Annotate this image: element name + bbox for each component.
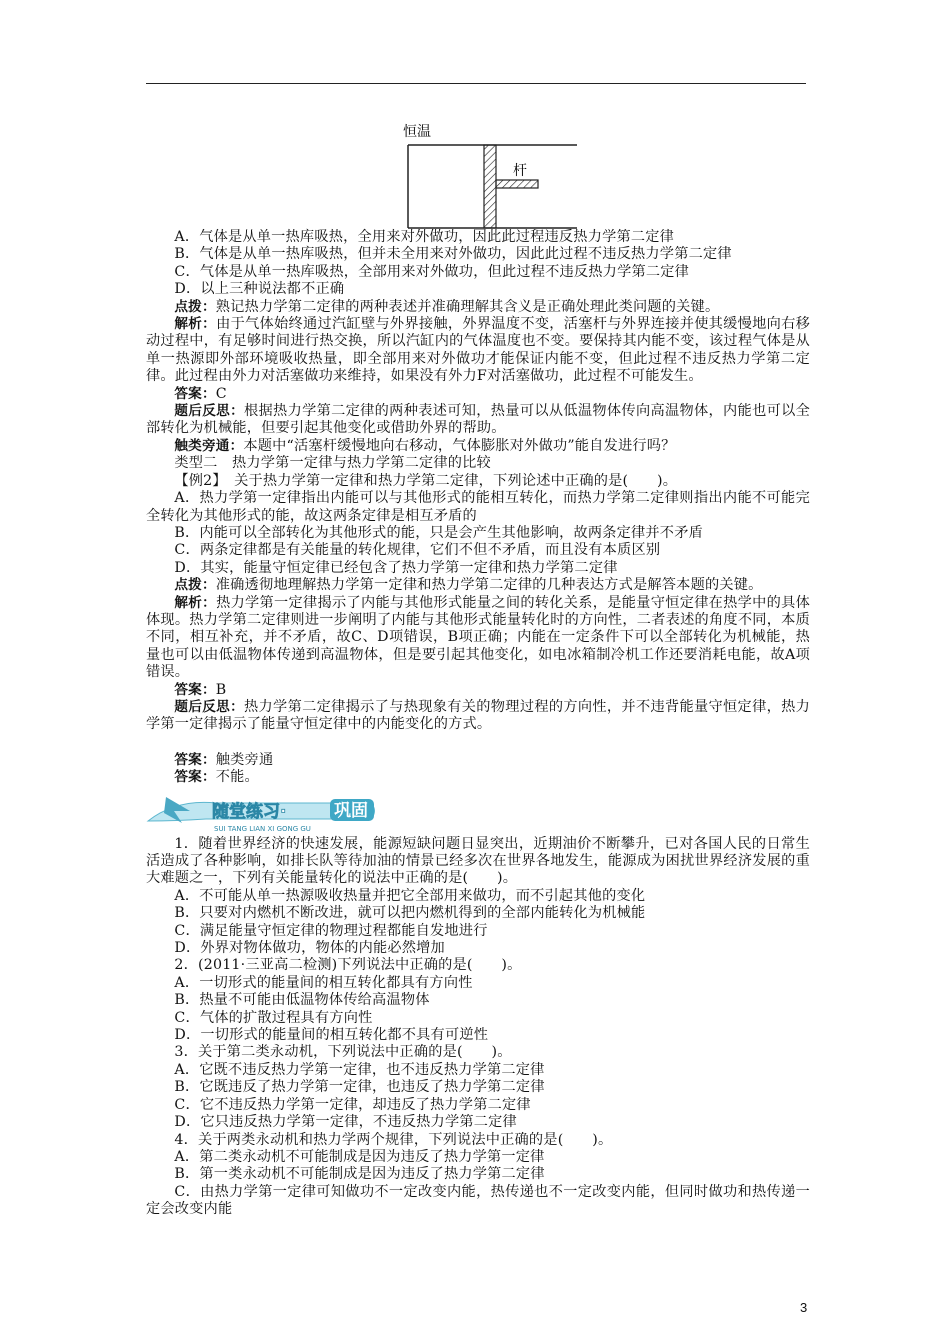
ex2-answer-label: 答案： xyxy=(174,681,216,698)
banner-pinyin: SUI TANG LIAN XI GONG GU xyxy=(214,824,311,833)
ex1-extend xyxy=(146,438,810,455)
practice-q2-d: D．一切形式的能量间的相互转化都不具有可逆性 xyxy=(174,1027,489,1044)
ex2-option-d: D．其实，能量守恒定律已经包含了热力学第一定律和热力学第二定律 xyxy=(174,559,618,576)
ex1-extend-label: 触类旁通： xyxy=(174,437,244,454)
ex2-option-c: C．两条定律都是有关能量的转化规律，它们不但不矛盾，而且没有本质区别 xyxy=(174,542,661,559)
piston-rod xyxy=(496,180,538,188)
header-rule xyxy=(146,83,806,84)
practice-q4-b: B．第一类永动机不可能制成是因为违反了热力学第二定律 xyxy=(174,1166,545,1183)
practice-q3-d: D．它只违反热力学第一定律，不违反热力学第二定律 xyxy=(174,1114,517,1131)
ex1-extend-text: 本题中“活塞杆缓慢地向右移动，气体膨胀对外做功”能自发进行吗？ xyxy=(243,437,676,454)
spacer xyxy=(146,734,810,752)
extra-answer-2-text: 不能。 xyxy=(215,769,259,786)
ex2-answer-text: B xyxy=(215,681,227,698)
q1-option-d: D．以上三种说法都不正确 xyxy=(174,281,345,298)
practice-q3: 3．关于第二类永动机，下列说法中正确的是( )。 xyxy=(174,1044,512,1061)
ex1-reflect-text: 根据热力学第二定律的两种表述可知，热量可以从低温物体传向高温物体，内能也可以全部转化为机械能，但要引起其他变化或借助外界的帮助。 xyxy=(146,403,811,437)
practice-q3-c: C．它不违反热力学第一定律，却违反了热力学第二定律 xyxy=(174,1096,531,1113)
extra-answer-1-label: 答案： xyxy=(174,751,216,768)
practice-q1: 1．随着世界经济的快速发展，能源短缺问题日显突出，近期油价不断攀升，已对各国人民的日常生活造成了各种影响，如排长队等待加油的情景已经多次在世界各地发生，能源成为困扰世界经济发展的重大难题之一，下列有关能量转化的说法中正确的是( )。 xyxy=(146,835,810,887)
ex2-answer xyxy=(146,682,810,699)
ex1-analysis-text: 由于气体始终通过汽缸壁与外界接触，外界温度不变，活塞杆与外界连接并使其缓慢地向右移动过程中，有足够时间进行热交换，所以汽缸内的气体温度也不变。要保持其内能不变，该过程气体是从单一热源即外部环境吸收热量，即全部用来对外做功才能保证内能不变，但此过程不违反热力学第二定律。此过程由外力对活塞做功来维持，如果没有外力F对活塞做功，此过程不可能发生。 xyxy=(146,316,810,385)
practice-q2-c: C．气体的扩散过程具有方向性 xyxy=(174,1009,373,1026)
ex2-hint xyxy=(146,577,810,594)
practice-q1-b: B．只要对内燃机不断改进，就可以把内燃机得到的全部内能转化为机械能 xyxy=(174,905,646,922)
ex2-analysis-label: 解析： xyxy=(174,594,217,611)
ex1-analysis xyxy=(146,316,810,386)
ex2-reflect-label: 题后反思： xyxy=(174,698,245,715)
ex2-question: 【例2】 关于热力学第一定律和热力学第二定律，下列论述中正确的是( )。 xyxy=(174,472,678,489)
figure-label-constant-temp: 恒温 xyxy=(403,124,431,140)
practice-q1-c: C．满足能量守恒定律的物理过程都能自发地进行 xyxy=(174,922,488,939)
practice-q3-b: B．它既违反了热力学第一定律，也违反了热力学第二定律 xyxy=(174,1079,545,1096)
piston xyxy=(484,145,496,228)
piston-cylinder-figure xyxy=(400,120,590,230)
ex2-option-b: B．内能可以全部转化为其他形式的能，只是会产生其他影响，故两条定律并不矛盾 xyxy=(174,524,703,541)
ex1-reflect xyxy=(146,403,810,438)
practice-q4: 4．关于两类永动机和热力学两个规律，下列说法中正确的是( )。 xyxy=(174,1131,613,1148)
page-content xyxy=(146,229,810,1219)
ex2-hint-text: 准确透彻地理解热力学第一定律和热力学第二定律的几种表达方式是解答本题的关键。 xyxy=(215,577,763,594)
practice-q3-a: A．它既不违反热力学第一定律，也不违反热力学第二定律 xyxy=(174,1061,545,1078)
practice-q4-a: A．第二类永动机不可能制成是因为违反了热力学第一定律 xyxy=(174,1148,545,1165)
practice-q2-b: B．热量不可能由低温物体传给高温物体 xyxy=(174,992,430,1009)
ex1-hint-label: 点拨： xyxy=(174,298,216,315)
ex1-answer-label: 答案： xyxy=(174,385,216,402)
extra-answer-1-text: 触类旁通 xyxy=(215,751,274,768)
ex2-option-a: A．热力学第一定律指出内能可以与其他形式的能相互转化，而热力学第二定律则指出内能不可能完全转化为其他形式的能，故这两条定律是相互矛盾的 xyxy=(146,490,810,524)
ex2-hint-label: 点拨： xyxy=(174,577,216,594)
ex1-analysis-label: 解析： xyxy=(174,316,217,333)
practice-banner-graphic xyxy=(146,789,386,835)
q1-option-b: B．气体是从单一热库吸热，但并未全用来对外做功，因此此过程不违反热力学第二定律 xyxy=(174,246,732,263)
ex1-hint xyxy=(146,299,810,316)
ex1-answer xyxy=(146,386,810,403)
ex1-answer-text: C xyxy=(215,385,227,402)
ex2-analysis-text: 热力学第一定律揭示了内能与其他形式能量之间的转化关系，是能量守恒定律在热学中的具体体现。热力学第二定律则进一步阐明了内能与其他形式能量转化时的方向性，二者表述的角度不同，本质不同，相互补充，并不矛盾，故C、D项错误，B项正确；内能在一定条件下可以全部转化为机械能，热量也可以由低温物体传递到高温物体，但是要引起其他变化，如电冰箱制冷机工作还要消耗电能，故A项错误。 xyxy=(146,594,810,681)
type2-title: 类型二 热力学第一定律与热力学第二定律的比较 xyxy=(174,455,491,472)
extra-answer-1 xyxy=(146,752,810,769)
practice-q4-c: C．由热力学第一定律可知做功不一定改变内能，热传递也不一定改变内能，但同时做功和热传递一定会改变内能 xyxy=(146,1183,810,1218)
ex2-reflect-text: 热力学第二定律揭示了与热现象有关的物理过程的方向性，并不违背能量守恒定律，热力学第一定律揭示了能量守恒定律中的内能变化的方式。 xyxy=(146,698,811,733)
practice-q2: 2．(2011·三亚高二检测)下列说法中正确的是( )。 xyxy=(174,957,522,974)
ex2-analysis xyxy=(146,595,810,682)
extra-answer-2 xyxy=(146,769,810,786)
page-number: 3 xyxy=(800,1300,808,1315)
ex2-reflect xyxy=(146,699,810,734)
practice-q1-a: A．不可能从单一热源吸收热量并把它全部用来做功，而不引起其他的变化 xyxy=(174,887,646,904)
extra-answer-2-label: 答案： xyxy=(174,769,216,786)
figure-label-rod: 杆 xyxy=(513,163,527,179)
practice-q1-d: D．外界对物体做功，物体的内能必然增加 xyxy=(174,940,445,957)
practice-banner xyxy=(146,789,810,835)
banner-title: 随堂练习· xyxy=(212,801,287,822)
practice-q2-a: A．一切形式的能量间的相互转化都具有方向性 xyxy=(174,974,473,991)
ex1-hint-text: 熟记热力学第二定律的两种表述并准确理解其含义是正确处理此类问题的关键。 xyxy=(215,298,720,315)
q1-option-a: A．气体是从单一热库吸热，全用来对外做功，因此此过程违反热力学第二定律 xyxy=(174,229,675,245)
q1-option-c: C．气体是从单一热库吸热，全部用来对外做功，但此过程不违反热力学第二定律 xyxy=(174,263,690,280)
ex1-reflect-label: 题后反思： xyxy=(174,403,245,420)
banner-title-box-text: 巩固 xyxy=(334,800,368,821)
